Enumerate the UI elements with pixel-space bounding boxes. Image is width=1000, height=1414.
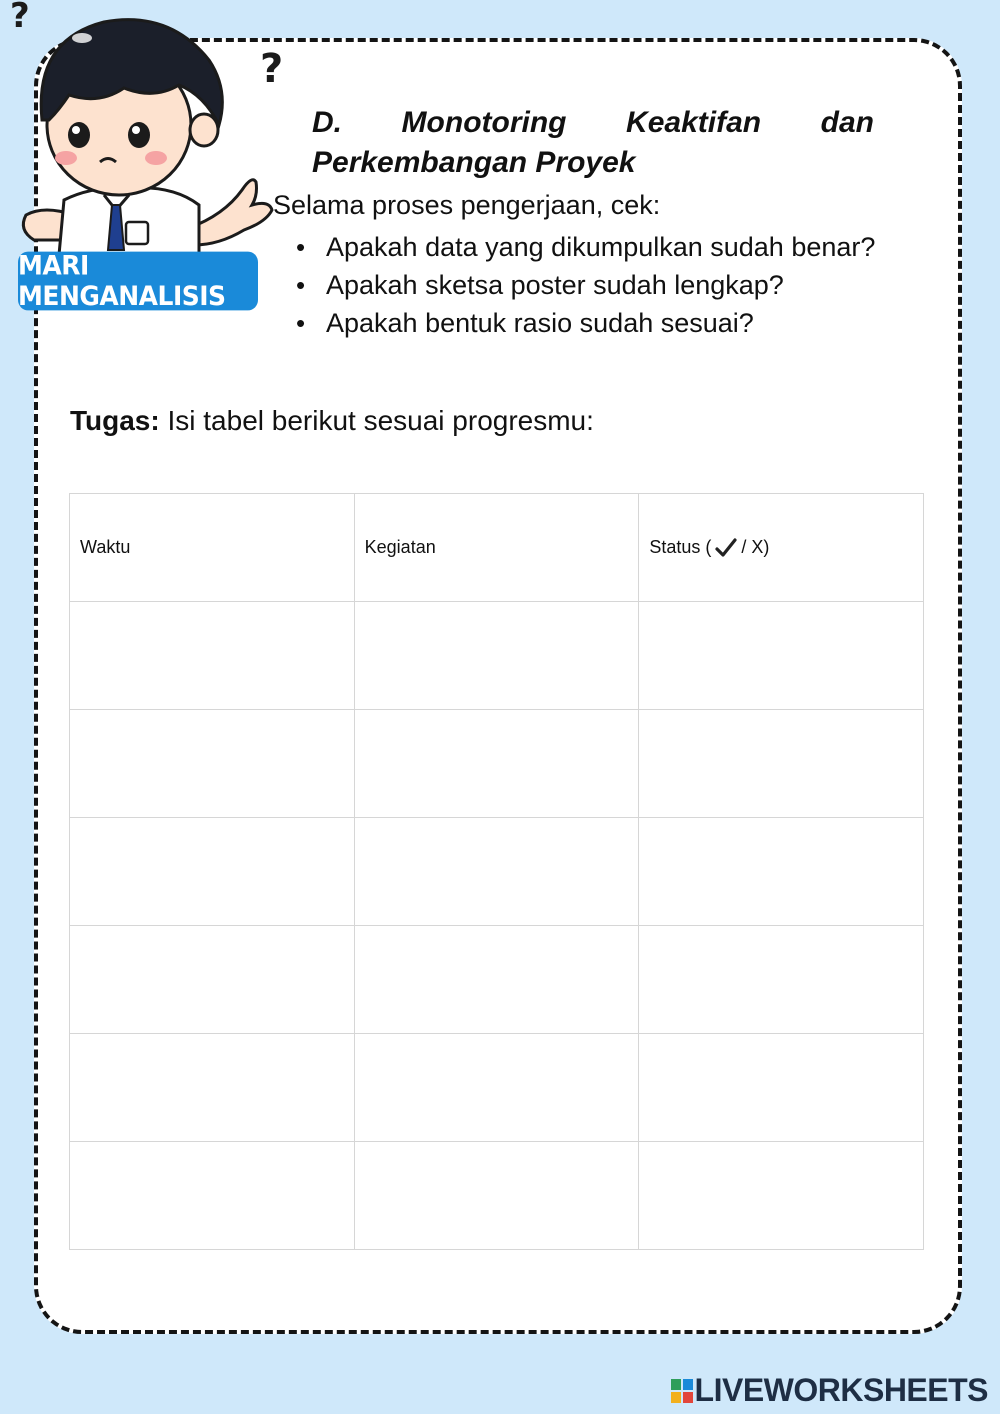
kegiatan-cell[interactable] (354, 602, 639, 710)
boy-mascot-illustration (4, 0, 274, 260)
mari-menganalisis-badge: MARI MENGANALISIS (18, 252, 258, 311)
title-word: D. (312, 106, 342, 139)
status-cell[interactable] (639, 1034, 924, 1142)
waktu-cell[interactable] (70, 1034, 355, 1142)
table-row (70, 602, 924, 710)
title-word: Keaktifan (626, 106, 762, 139)
checklist (296, 228, 938, 342)
checklist-item: • Apakah sketsa poster sudah lengkap? (296, 266, 938, 304)
status-cell[interactable] (639, 818, 924, 926)
kegiatan-cell[interactable] (354, 1142, 639, 1250)
title-word: dan (820, 106, 874, 139)
header-kegiatan: Kegiatan (354, 494, 639, 602)
title-line-2: Perkembangan Proyek (312, 146, 636, 179)
title-word: Monotoring (401, 106, 567, 139)
status-open-label: Status ( (649, 537, 712, 557)
status-cell[interactable] (639, 926, 924, 1034)
table-row (70, 818, 924, 926)
status-close-label: / X) (741, 537, 770, 557)
waktu-cell[interactable] (70, 818, 355, 926)
header-status (639, 494, 924, 602)
task-text: Isi tabel berikut sesuai progresmu: (167, 405, 594, 436)
question-mark-icon: ? (10, 0, 30, 36)
table-row (70, 1142, 924, 1250)
waktu-cell[interactable] (70, 602, 355, 710)
checklist-item: • Apakah data yang dikumpulkan sudah benar? (296, 228, 938, 266)
table-row (70, 710, 924, 818)
question-mark-icon: ? (260, 46, 284, 92)
kegiatan-cell[interactable] (354, 1034, 639, 1142)
checkmark-icon (715, 538, 737, 558)
checklist-item: • Apakah bentuk rasio sudah sesuai? (296, 304, 938, 342)
waktu-cell[interactable] (70, 926, 355, 1034)
waktu-cell[interactable] (70, 1142, 355, 1250)
table-header-row (70, 494, 924, 602)
header-waktu: Waktu (70, 494, 355, 602)
progress-table (69, 493, 924, 1250)
kegiatan-cell[interactable] (354, 926, 639, 1034)
brand-text: LIVEWORKSHEETS (694, 1372, 988, 1408)
task-label: Tugas: (70, 405, 160, 436)
status-cell[interactable] (639, 710, 924, 818)
liveworksheets-footer (671, 1372, 988, 1409)
waktu-cell[interactable] (70, 710, 355, 818)
task-instruction (70, 405, 594, 437)
liveworksheets-logo-icon (671, 1379, 693, 1403)
kegiatan-cell[interactable] (354, 710, 639, 818)
table-row (70, 926, 924, 1034)
kegiatan-cell[interactable] (354, 818, 639, 926)
table-row (70, 1034, 924, 1142)
status-cell[interactable] (639, 602, 924, 710)
section-title (312, 103, 874, 183)
intro-text: Selama proses pengerjaan, cek: (273, 190, 661, 220)
status-cell[interactable] (639, 1142, 924, 1250)
